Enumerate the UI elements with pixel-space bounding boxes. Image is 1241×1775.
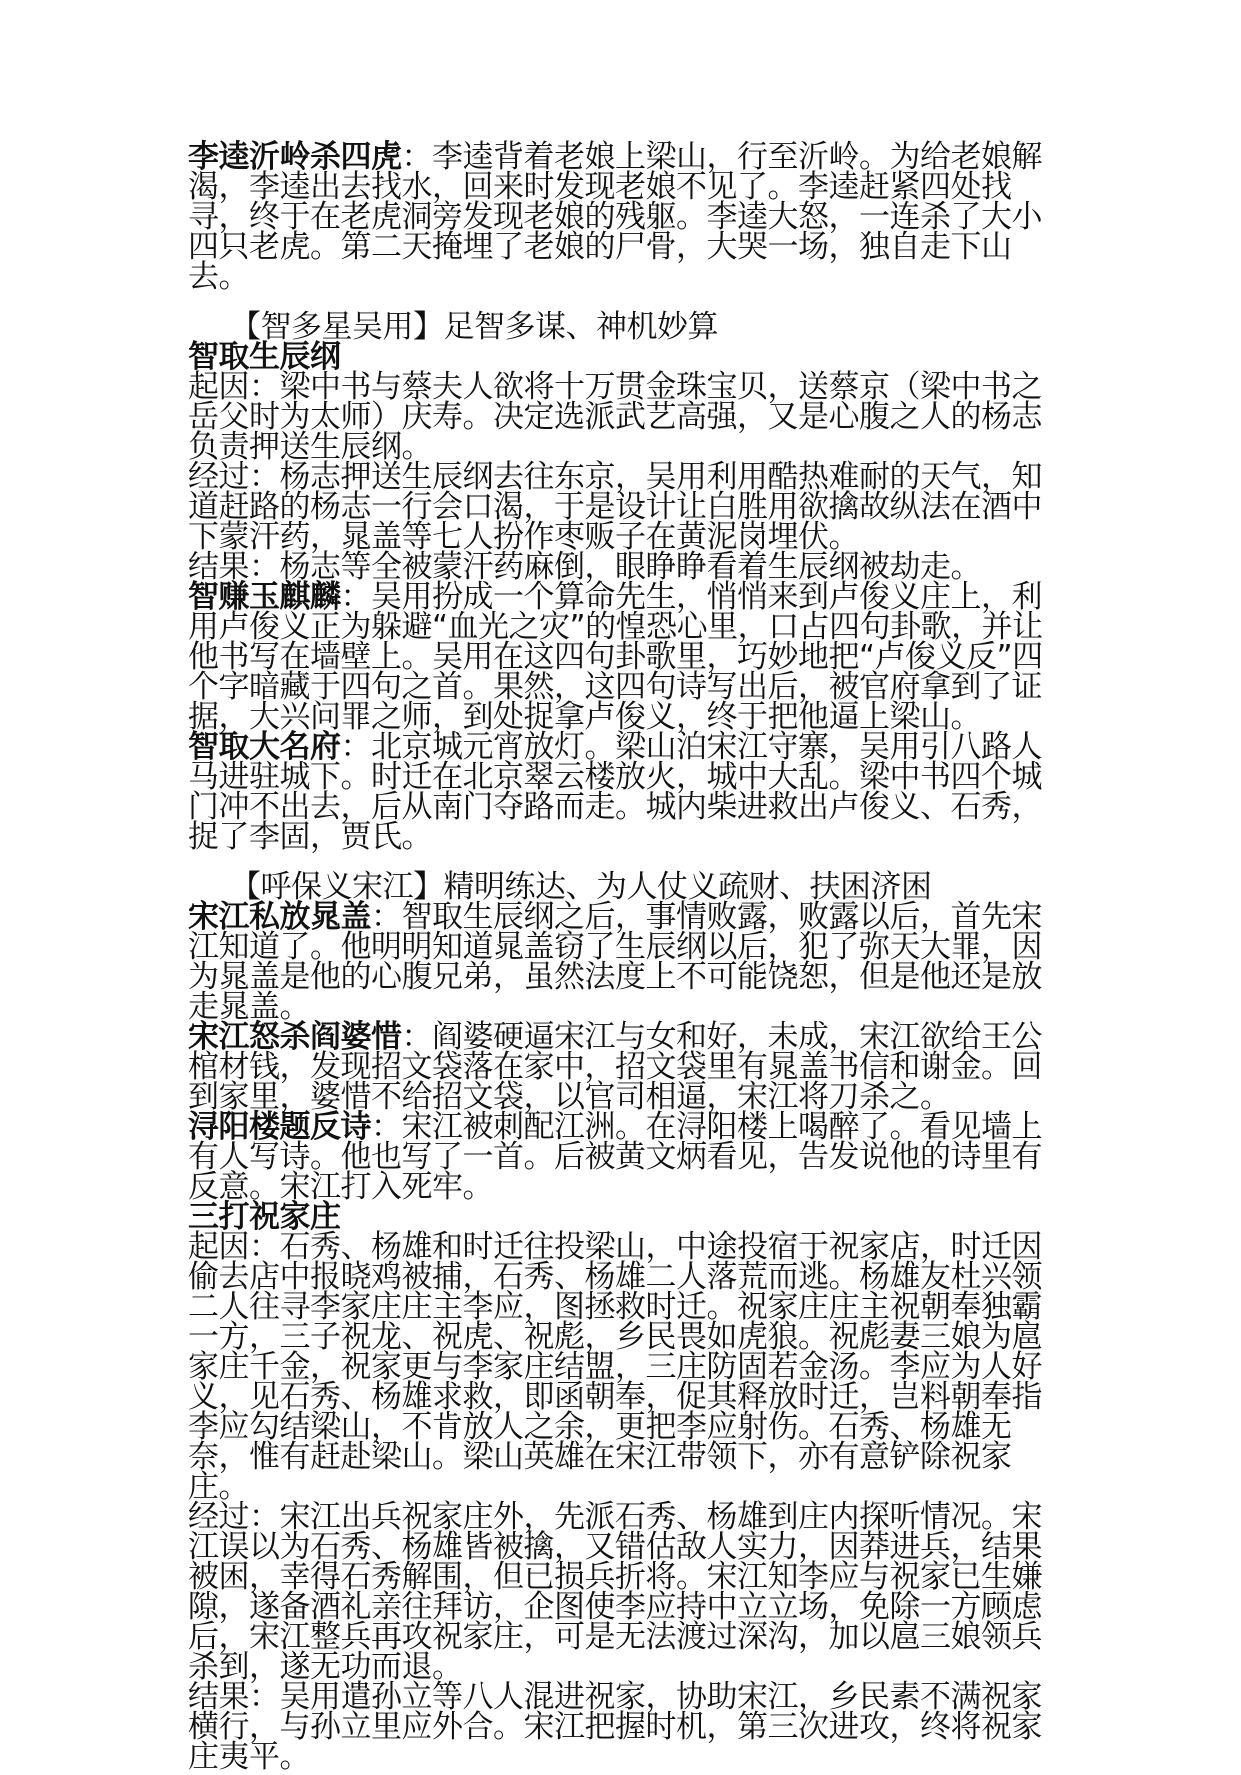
heading-separator: ： <box>371 1109 402 1145</box>
entry-paragraph <box>188 1019 1068 1115</box>
text-line: 结果：吴用遣孙立等八人混进祝家，协助宋江，乡民素不满祝家横行，与孙立里应外合。宋江把握时机，第三次进攻，终将祝家庄夷平。 <box>188 1679 1042 1775</box>
heading-separator: ： <box>401 139 432 175</box>
entry-paragraph <box>188 579 1068 735</box>
entry-paragraph <box>188 139 1068 295</box>
category-heading: 【呼保义宋江】精明练达、为人仗义疏财、扶困济困 <box>230 869 932 905</box>
entry-paragraph <box>188 1109 1068 1205</box>
heading-separator: ： <box>340 729 371 765</box>
text-line: 结果：杨志等全被蒙汗药麻倒，眼睁睁看着生辰纲被劫走。 <box>188 549 981 585</box>
section-heading: 三打祝家庄 <box>188 1199 341 1235</box>
text-line: 经过：杨志押送生辰纲去往东京，吴用利用酷热难耐的天气，知道赶路的杨志一行会口渴，于是设计让白胜用欲擒故纵法在酒中下蒙汗药，晁盖等七人扮作枣贩子在黄泥岗埋伏。 <box>188 459 1042 555</box>
entry-text: 李逵背着老娘上梁山，行至沂岭。为给老娘解渴，李逵出去找水，回来时发现老娘不见了。李逵赶紧四处找寻，终于在老虎洞旁发现老娘的残躯。李逵大怒，一连杀了大小四只老虎。第二天掩埋了老娘的尸骨，大哭一场，独自走下山去。 <box>188 139 1042 295</box>
entry-text: 智取生辰纲之后，事情败露，败露以后，首先宋江知道了。他明明知道晁盖窃了生辰纲以后，犯了弥天大罪，因为晁盖是他的心腹兄弟，虽然法度上不可能饶恕，但是他还是放走晁盖。 <box>188 899 1042 1025</box>
entry-heading: 宋江怒杀阎婆惜 <box>188 1019 402 1055</box>
heading-separator: ： <box>340 579 371 615</box>
entry-heading: 浔阳楼题反诗 <box>188 1109 371 1145</box>
category-heading: 【智多星吴用】足智多谋、神机妙算 <box>230 309 718 345</box>
entry-text: 吴用扮成一个算命先生，悄悄来到卢俊义庄上，利用卢俊义正为躲避“血光之灾”的惶恐心里，口占四句卦歌，并让他书写在墙壁上。吴用在这四句卦歌里，巧妙地把“卢俊义反”四个字暗藏于四句之首。果然，这四句诗写出后，被官府拿到了证据，大兴问罪之师，到处捉拿卢俊义，终于把他逼上梁山。 <box>188 579 1043 735</box>
entry-heading: 宋江私放晁盖 <box>188 899 371 935</box>
text-line: 起因：梁中书与蔡夫人欲将十万贯金珠宝贝，送蔡京（梁中书之岳父时为太师）庆寿。决定选派武艺高强，又是心腹之人的杨志负责押送生辰纲。 <box>188 369 1042 465</box>
entry-paragraph <box>188 729 1068 855</box>
entry-heading: 智赚玉麒麟 <box>188 579 341 615</box>
text-line: 起因：石秀、杨雄和时迁往投梁山，中途投宿于祝家店，时迁因偷去店中报晓鸡被捕，石秀、杨雄二人落荒而逃。杨雄友杜兴领二人往寻李家庄庄主李应，图拯救时迁。祝家庄庄主祝朝奉独霸一方，三子祝龙、祝虎、祝彪，乡民畏如虎狼。祝彪妻三娘为扈家庄千金，祝家更与李家庄结盟，三庄防固若金汤。李应为人好义，见石秀、杨雄求救，即函朝奉，促其释放时迁，岂料朝奉指李应勾结梁山，不肯放人之余，更把李应射伤。石秀、杨雄无奈，惟有赶赴梁山。梁山英雄在宋江带领下，亦有意铲除祝家庄。 <box>188 1229 1042 1505</box>
entry-text: 宋江被刺配江洲。在浔阳楼上喝醉了。看见墙上有人写诗。他也写了一首。后被黄文炳看见，告发说他的诗里有反意。宋江打入死牢。 <box>188 1109 1042 1205</box>
heading-separator: ： <box>371 899 402 935</box>
heading-separator: ： <box>401 1019 432 1055</box>
document-body <box>188 139 1068 1775</box>
section-heading: 智取生辰纲 <box>188 339 341 375</box>
entry-heading: 智取大名府 <box>188 729 341 765</box>
entry-text: 阎婆硬逼宋江与女和好，未成，宋江欲给王公棺材钱，发现招文袋落在家中，招文袋里有晁盖书信和谢金。回到家里，婆惜不给招文袋，以官司相逼，宋江将刀杀之。 <box>188 1019 1042 1115</box>
entry-paragraph <box>188 899 1068 1025</box>
entry-heading: 李逵沂岭杀四虎 <box>188 139 402 175</box>
text-line: 经过：宋江出兵祝家庄外，先派石秀、杨雄到庄内探听情况。宋江误以为石秀、杨雄皆被擒，又错估敌人实力，因莽进兵，结果被困，幸得石秀解围，但已损兵折将。宋江知李应与祝家已生嫌隙，遂备酒礼亲往拜访，企图使李应持中立立场，免除一方顾虑后，宋江整兵再攻祝家庄，可是无法渡过深沟，加以扈三娘领兵杀到，遂无功而退。 <box>188 1499 1042 1685</box>
entry-text: 北京城元宵放灯。梁山泊宋江守寨，吴用引八路人马进驻城下。时迁在北京翠云楼放火，城中大乱。梁中书四个城门冲不出去，后从南门夺路而走。城内柴进救出卢俊义、石秀，捉了李固，贾氏。 <box>188 729 1042 855</box>
